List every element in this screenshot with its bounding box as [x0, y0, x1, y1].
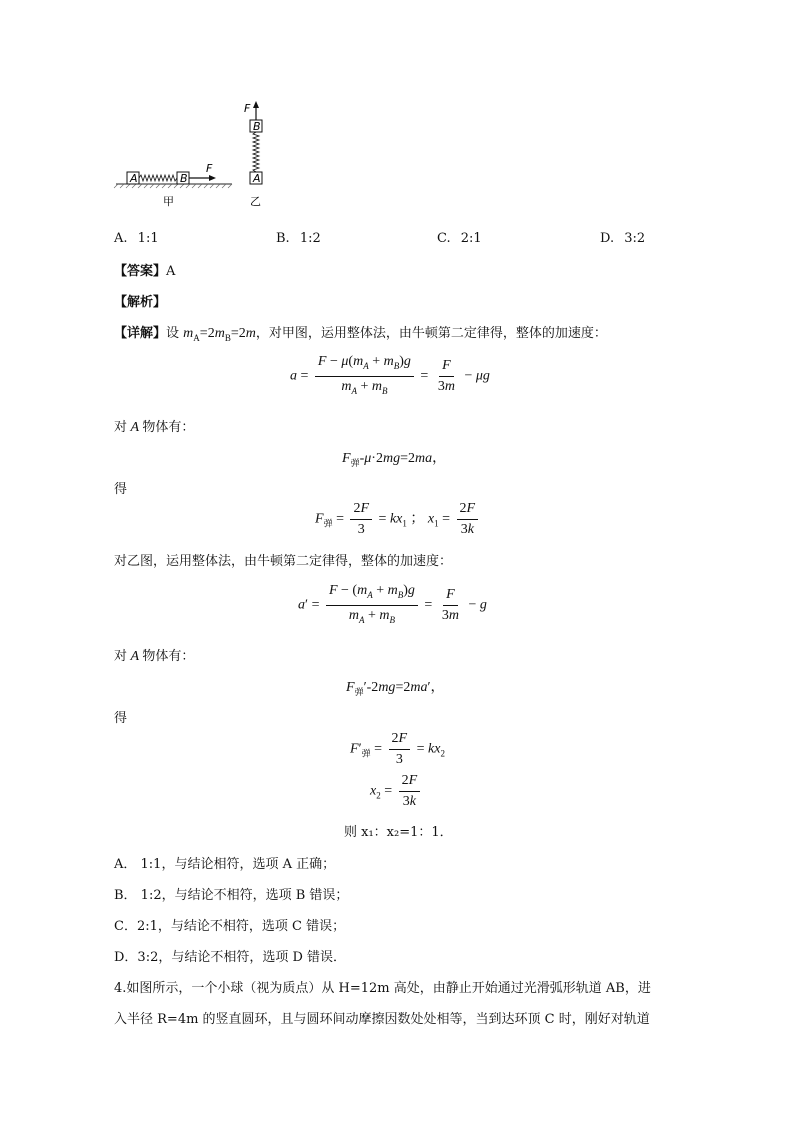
option-d-value: 3:2 — [624, 231, 646, 246]
label-f-vertical: F — [244, 102, 251, 115]
conclusion-d: D．3:2，与结论不相符，选项 D 错误． — [114, 950, 347, 965]
option-c-value: 2:1 — [460, 231, 482, 246]
equation-force-spring-2: $F'_弹$ = $\frac{2F}{3}$ = $kx_2$ — [350, 731, 445, 767]
question-4-line-2: 入半径 R=4m 的竖直圆环，且与圆环间动摩擦因数处处相等，当到达环顶 C 时，刚好对轨道 — [114, 1012, 650, 1027]
equation-x1: $F_弹$ = $\frac{2F}{3}$ = $kx_1$ ； $x_1$ = $\frac{2F}{3k}$ — [315, 500, 481, 539]
label-yi: 乙 — [250, 195, 261, 208]
option-d — [600, 231, 645, 246]
option-a — [114, 231, 159, 246]
option-c-letter: C. — [437, 231, 451, 246]
equation-x2: $x_2$ = $\frac{2F}{3k}$ — [370, 772, 423, 811]
question-4-line-1: 4.如图所示，一个小球（视为质点）从 H=12m 高处，由静止开始通过光滑弧形轨道 AB，进 — [114, 981, 651, 996]
conclusion-a: A． 1:1，与结论相符，选项 A 正确； — [114, 857, 336, 872]
text-for-a-2: 对 A 物体有： — [114, 649, 195, 664]
equation-acceleration-yi: a′ = $\frac{F - (m_A + m_B)g}{m_A + m_B}$ = $\frac{F}{3m}$ − g — [298, 583, 487, 625]
label-b-horizontal: B — [180, 172, 188, 185]
label-f-horizontal: F — [206, 162, 213, 175]
spring-blocks-diagram — [110, 98, 290, 210]
option-a-letter: A. — [114, 231, 128, 246]
option-b — [276, 231, 321, 246]
answer-label: 【答案】 — [114, 264, 167, 279]
option-a-value: 1:1 — [137, 231, 159, 246]
equation-force-a-2: $F_弹'-2mg=2ma'$， — [346, 680, 445, 697]
text-yi-intro: 对乙图，运用整体法，由牛顿第二定律得，整体的加速度： — [114, 554, 453, 569]
detail-line — [114, 322, 607, 343]
text-de-2: 得 — [114, 711, 128, 726]
label-a-horizontal: A — [130, 172, 138, 185]
equation-acceleration-jia: a = $\frac{F - \mu(m_A + m_B)g}{m_A + m_B}$ = $\frac{F}{3m}$ − μg — [290, 354, 490, 396]
option-b-value: 1:2 — [299, 231, 321, 246]
text-for-a-1: 对 A 物体有： — [114, 420, 195, 435]
option-b-letter: B. — [276, 231, 290, 246]
force-arrowhead-horizontal — [209, 175, 216, 181]
force-arrowhead-vertical — [253, 101, 259, 108]
text-de-1: 得 — [114, 482, 128, 497]
detail-text-b: ，对甲图，运用整体法，由牛顿第二定律得，整体的加速度： — [255, 326, 607, 341]
spring-horizontal — [139, 175, 177, 181]
label-a-vertical: A — [253, 172, 261, 185]
conclusion-c: C．2:1，与结论不相符，选项 C 错误； — [114, 919, 346, 934]
analysis-label: 【解析】 — [114, 295, 167, 310]
label-jia: 甲 — [163, 195, 174, 208]
option-d-letter: D. — [600, 231, 615, 246]
equation-force-a-1: $F_弹-\mu\cdot 2mg=2ma$， — [342, 451, 447, 468]
detail-text-a: 设 — [166, 326, 180, 341]
spring-vertical — [253, 132, 259, 172]
answer-line — [114, 260, 175, 279]
ratio-line: 则 x₁：x₂=1：1． — [344, 825, 453, 840]
label-b-vertical: B — [253, 120, 261, 133]
conclusion-b: B． 1:2，与结论不相符，选项 B 错误； — [114, 888, 349, 903]
detail-label: 【详解】 — [114, 326, 167, 341]
answer-value: A — [166, 264, 176, 279]
mass-relation: $m_A=2m_B=2m$ — [183, 326, 256, 343]
option-c — [437, 231, 482, 246]
